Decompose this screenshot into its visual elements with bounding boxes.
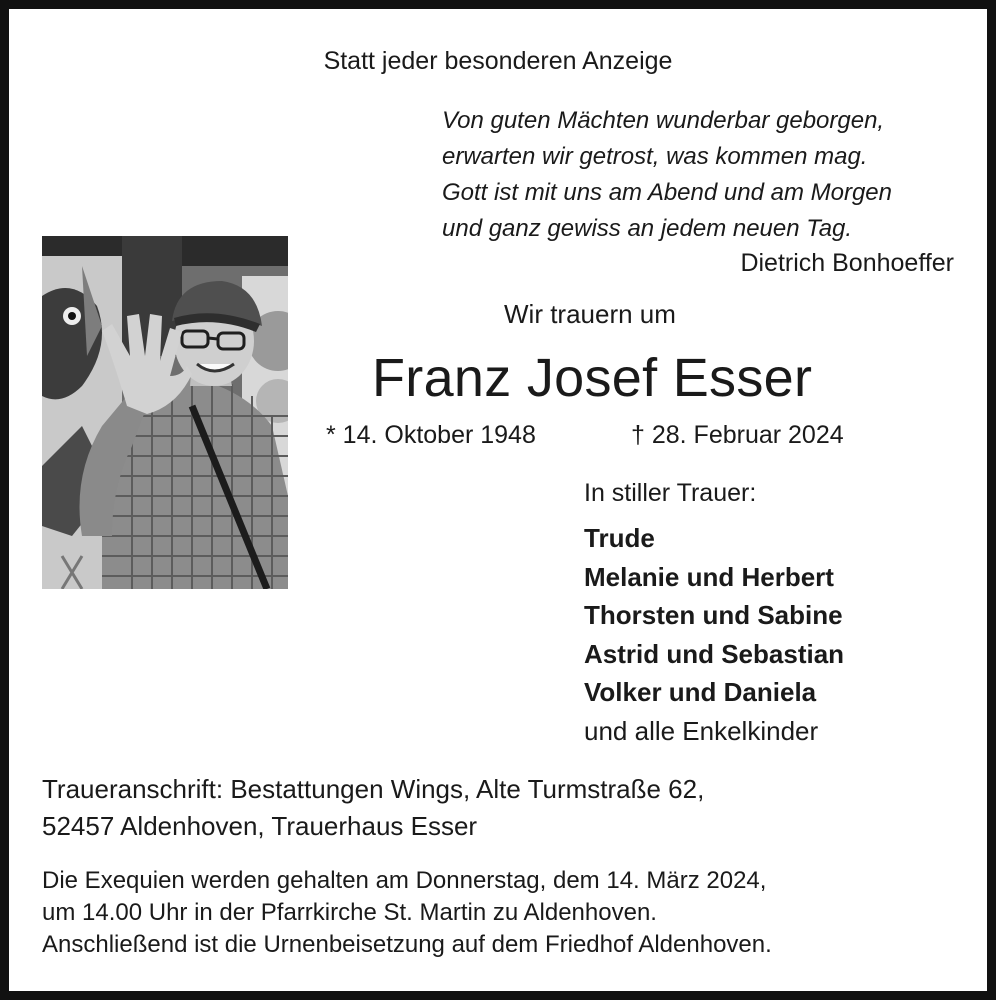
service-line: Die Exequien werden gehalten am Donnerstag, dem 14. März 2024, [42, 867, 767, 894]
quote-line: Gott ist mit uns am Abend und am Morgen [442, 179, 892, 206]
quote-line: und ganz gewiss an jedem neuen Tag. [442, 215, 853, 242]
portrait-photo [42, 236, 288, 589]
service-line: Anschließend ist die Urnenbeisetzung auf dem Friedhof Aldenhoven. [42, 931, 772, 958]
death-date: † 28. Februar 2024 [631, 421, 844, 449]
service-line: um 14.00 Uhr in der Pfarrkirche St. Martin zu Aldenhoven. [42, 899, 657, 926]
quote-line: Von guten Mächten wunderbar geborgen, [442, 107, 885, 134]
family-member: Thorsten und Sabine [584, 600, 843, 630]
quote-line: erwarten wir getrost, was kommen mag. [442, 143, 868, 170]
family-list [584, 519, 844, 750]
family-member: Melanie und Herbert [584, 561, 834, 592]
poem-quote [442, 103, 892, 247]
family-intro: In stiller Trauer: [584, 479, 757, 507]
family-member: Volker und Daniela [584, 677, 817, 707]
address-line: 52457 Aldenhoven, Trauerhaus Esser [42, 811, 478, 841]
quote-author: Dietrich Bonhoeffer [740, 249, 954, 277]
service-info [42, 865, 772, 961]
notice-header: Statt jeder besonderen Anzeige [323, 47, 673, 75]
family-member: Astrid und Sebastian [584, 638, 845, 669]
mourning-intro: Wir trauern um [504, 299, 676, 329]
birth-date: * 14. Oktober 1948 [326, 421, 536, 449]
deceased-name: Franz Josef Esser [372, 348, 813, 408]
family-member: Trude [584, 523, 655, 553]
mourning-address [42, 771, 704, 845]
grandchildren-line: und alle Enkelkinder [584, 715, 819, 746]
address-line: Traueranschrift: Bestattungen Wings, Alte Turmstraße 62, [42, 774, 705, 804]
